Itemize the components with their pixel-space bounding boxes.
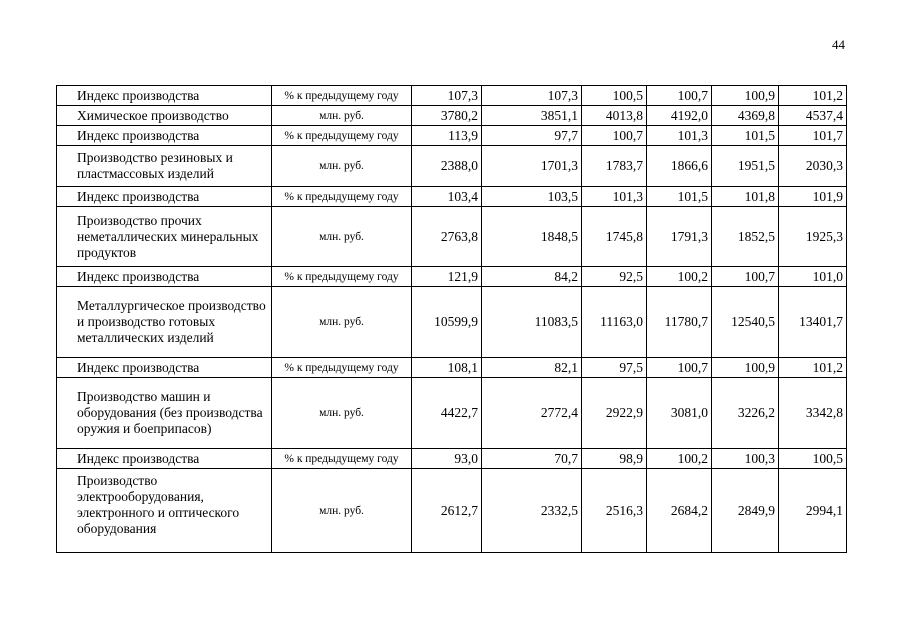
row-label: Металлургическое производство и производство готовых металлических изделий [57, 287, 272, 358]
value-cell: 1848,5 [482, 207, 582, 267]
value-cell: 101,7 [779, 126, 847, 146]
value-cell: 101,9 [779, 187, 847, 207]
value-cell: 101,2 [779, 358, 847, 378]
value-cell: 2030,3 [779, 146, 847, 187]
value-cell: 107,3 [482, 86, 582, 106]
row-unit: % к предыдущему году [272, 358, 412, 378]
value-cell: 2849,9 [712, 469, 779, 553]
value-cell: 4537,4 [779, 106, 847, 126]
value-cell: 84,2 [482, 267, 582, 287]
row-label: Индекс производства [57, 358, 272, 378]
row-label: Индекс производства [57, 86, 272, 106]
value-cell: 100,2 [647, 449, 712, 469]
value-cell: 1925,3 [779, 207, 847, 267]
value-cell: 100,7 [712, 267, 779, 287]
value-cell: 3851,1 [482, 106, 582, 126]
row-label: Индекс производства [57, 187, 272, 207]
table-row [57, 126, 847, 146]
table-row [57, 378, 847, 449]
value-cell: 1745,8 [582, 207, 647, 267]
value-cell: 101,5 [712, 126, 779, 146]
value-cell: 100,7 [582, 126, 647, 146]
table-row [57, 358, 847, 378]
value-cell: 70,7 [482, 449, 582, 469]
table-row [57, 449, 847, 469]
value-cell: 4192,0 [647, 106, 712, 126]
row-unit: млн. руб. [272, 106, 412, 126]
value-cell: 97,7 [482, 126, 582, 146]
value-cell: 1701,3 [482, 146, 582, 187]
value-cell: 4013,8 [582, 106, 647, 126]
value-cell: 101,8 [712, 187, 779, 207]
value-cell: 1791,3 [647, 207, 712, 267]
value-cell: 98,9 [582, 449, 647, 469]
row-unit: млн. руб. [272, 378, 412, 449]
value-cell: 1852,5 [712, 207, 779, 267]
value-cell: 2994,1 [779, 469, 847, 553]
row-unit: % к предыдущему году [272, 187, 412, 207]
table-row [57, 106, 847, 126]
value-cell: 2772,4 [482, 378, 582, 449]
value-cell: 3780,2 [412, 106, 482, 126]
row-label: Производство прочих неметаллических минеральных продуктов [57, 207, 272, 267]
value-cell: 107,3 [412, 86, 482, 106]
value-cell: 2684,2 [647, 469, 712, 553]
value-cell: 103,5 [482, 187, 582, 207]
value-cell: 2612,7 [412, 469, 482, 553]
production-table [56, 85, 847, 553]
value-cell: 100,9 [712, 358, 779, 378]
value-cell: 100,9 [712, 86, 779, 106]
row-unit: % к предыдущему году [272, 449, 412, 469]
value-cell: 121,9 [412, 267, 482, 287]
value-cell: 3081,0 [647, 378, 712, 449]
value-cell: 4422,7 [412, 378, 482, 449]
row-label: Индекс производства [57, 449, 272, 469]
row-label: Производство резиновых и пластмассовых изделий [57, 146, 272, 187]
row-label: Химическое производство [57, 106, 272, 126]
table-row [57, 207, 847, 267]
row-unit: млн. руб. [272, 469, 412, 553]
value-cell: 101,3 [647, 126, 712, 146]
value-cell: 113,9 [412, 126, 482, 146]
value-cell: 11163,0 [582, 287, 647, 358]
value-cell: 100,2 [647, 267, 712, 287]
row-label: Производство электрооборудования, электронного и оптического оборудования [57, 469, 272, 553]
table-row [57, 287, 847, 358]
value-cell: 108,1 [412, 358, 482, 378]
value-cell: 101,2 [779, 86, 847, 106]
row-unit: % к предыдущему году [272, 126, 412, 146]
table-row [57, 86, 847, 106]
value-cell: 1783,7 [582, 146, 647, 187]
value-cell: 3226,2 [712, 378, 779, 449]
value-cell: 2388,0 [412, 146, 482, 187]
value-cell: 13401,7 [779, 287, 847, 358]
value-cell: 10599,9 [412, 287, 482, 358]
value-cell: 100,3 [712, 449, 779, 469]
value-cell: 2763,8 [412, 207, 482, 267]
value-cell: 82,1 [482, 358, 582, 378]
value-cell: 1951,5 [712, 146, 779, 187]
value-cell: 11780,7 [647, 287, 712, 358]
row-unit: млн. руб. [272, 146, 412, 187]
value-cell: 97,5 [582, 358, 647, 378]
value-cell: 92,5 [582, 267, 647, 287]
row-unit: % к предыдущему году [272, 267, 412, 287]
value-cell: 100,5 [582, 86, 647, 106]
table-row [57, 469, 847, 553]
row-unit: млн. руб. [272, 207, 412, 267]
value-cell: 100,7 [647, 358, 712, 378]
value-cell: 101,0 [779, 267, 847, 287]
value-cell: 93,0 [412, 449, 482, 469]
page-number: 44 [832, 37, 845, 52]
value-cell: 100,5 [779, 449, 847, 469]
row-unit: млн. руб. [272, 287, 412, 358]
value-cell: 2332,5 [482, 469, 582, 553]
value-cell: 12540,5 [712, 287, 779, 358]
row-label: Индекс производства [57, 126, 272, 146]
value-cell: 103,4 [412, 187, 482, 207]
value-cell: 3342,8 [779, 378, 847, 449]
row-label: Производство машин и оборудования (без производства оружия и боеприпасов) [57, 378, 272, 449]
value-cell: 11083,5 [482, 287, 582, 358]
value-cell: 101,3 [582, 187, 647, 207]
value-cell: 2922,9 [582, 378, 647, 449]
value-cell: 2516,3 [582, 469, 647, 553]
table-row [57, 187, 847, 207]
value-cell: 1866,6 [647, 146, 712, 187]
table-row [57, 267, 847, 287]
value-cell: 101,5 [647, 187, 712, 207]
row-label: Индекс производства [57, 267, 272, 287]
value-cell: 4369,8 [712, 106, 779, 126]
table-row [57, 146, 847, 187]
row-unit: % к предыдущему году [272, 86, 412, 106]
value-cell: 100,7 [647, 86, 712, 106]
